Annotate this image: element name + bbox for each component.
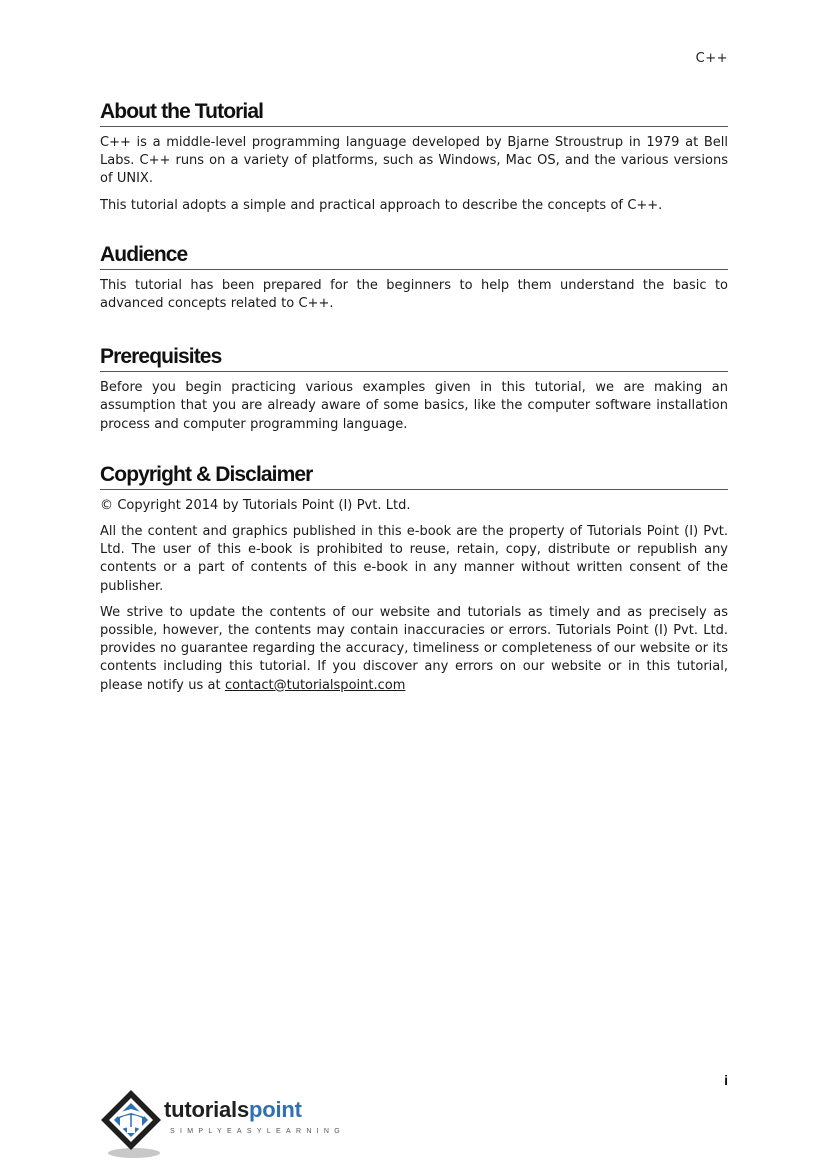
- page-content: [100, 98, 728, 695]
- tutorialspoint-logo-icon: [98, 1087, 170, 1162]
- paragraph: All the content and graphics published in this e-book are the property of Tutorials Point (I) Pvt. Ltd. The user of this e-book is prohibited to reuse, retain, copy, distribute or republish any contents or a part of contents of this e-book in any manner without written consent of the publisher.: [100, 524, 728, 594]
- logo-tagline: SIMPLYEASYLEARNING: [170, 1128, 346, 1135]
- logo-wordmark: [164, 1097, 302, 1123]
- section-prerequisites: [100, 343, 728, 434]
- paragraph: © Copyright 2014 by Tutorials Point (I) Pvt. Ltd.: [100, 497, 411, 513]
- section-title: Copyright & Disclaimer: [100, 461, 728, 490]
- tutorialspoint-logo: [98, 1087, 358, 1162]
- section-copyright: [100, 461, 728, 695]
- logo-word-tutorials: tutorials: [164, 1097, 249, 1122]
- section-about: [100, 98, 728, 215]
- page-number: i: [724, 1072, 728, 1088]
- paragraph: C++ is a middle-level programming language developed by Bjarne Stroustrup in 1979 at Bell Labs. C++ runs on a variety of platforms, such as Windows, Mac OS, and the various versions of UNIX.: [100, 135, 728, 187]
- section-audience: [100, 241, 728, 313]
- section-title: About the Tutorial: [100, 98, 728, 127]
- paragraph: Before you begin practicing various examples given in this tutorial, we are making an assumption that you are already aware of some basics, like the computer software installation process and computer programming language.: [100, 380, 728, 432]
- paragraph: This tutorial has been prepared for the beginners to help them understand the basic to advanced concepts related to C++.: [100, 277, 728, 312]
- logo-word-point: point: [249, 1097, 302, 1122]
- contact-email-link[interactable]: contact@tutorialspoint.com: [224, 677, 406, 693]
- paragraph: [100, 604, 728, 695]
- running-head: C++: [695, 51, 728, 66]
- section-title: Audience: [100, 241, 728, 270]
- paragraph-text: We strive to update the contents of our website and tutorials as timely and as precisely as possible, however, the contents may contain inaccuracies or errors. Tutorials Point (I) Pvt. Ltd. provides no guarantee regarding the accuracy, timeliness or completeness of our website or its contents including this tutorial. If you discover any errors on our website or in this tutorial, please notify us at: [100, 604, 728, 693]
- paragraph: This tutorial adopts a simple and practical approach to describe the concepts of C++.: [100, 197, 663, 213]
- section-title: Prerequisites: [100, 343, 728, 372]
